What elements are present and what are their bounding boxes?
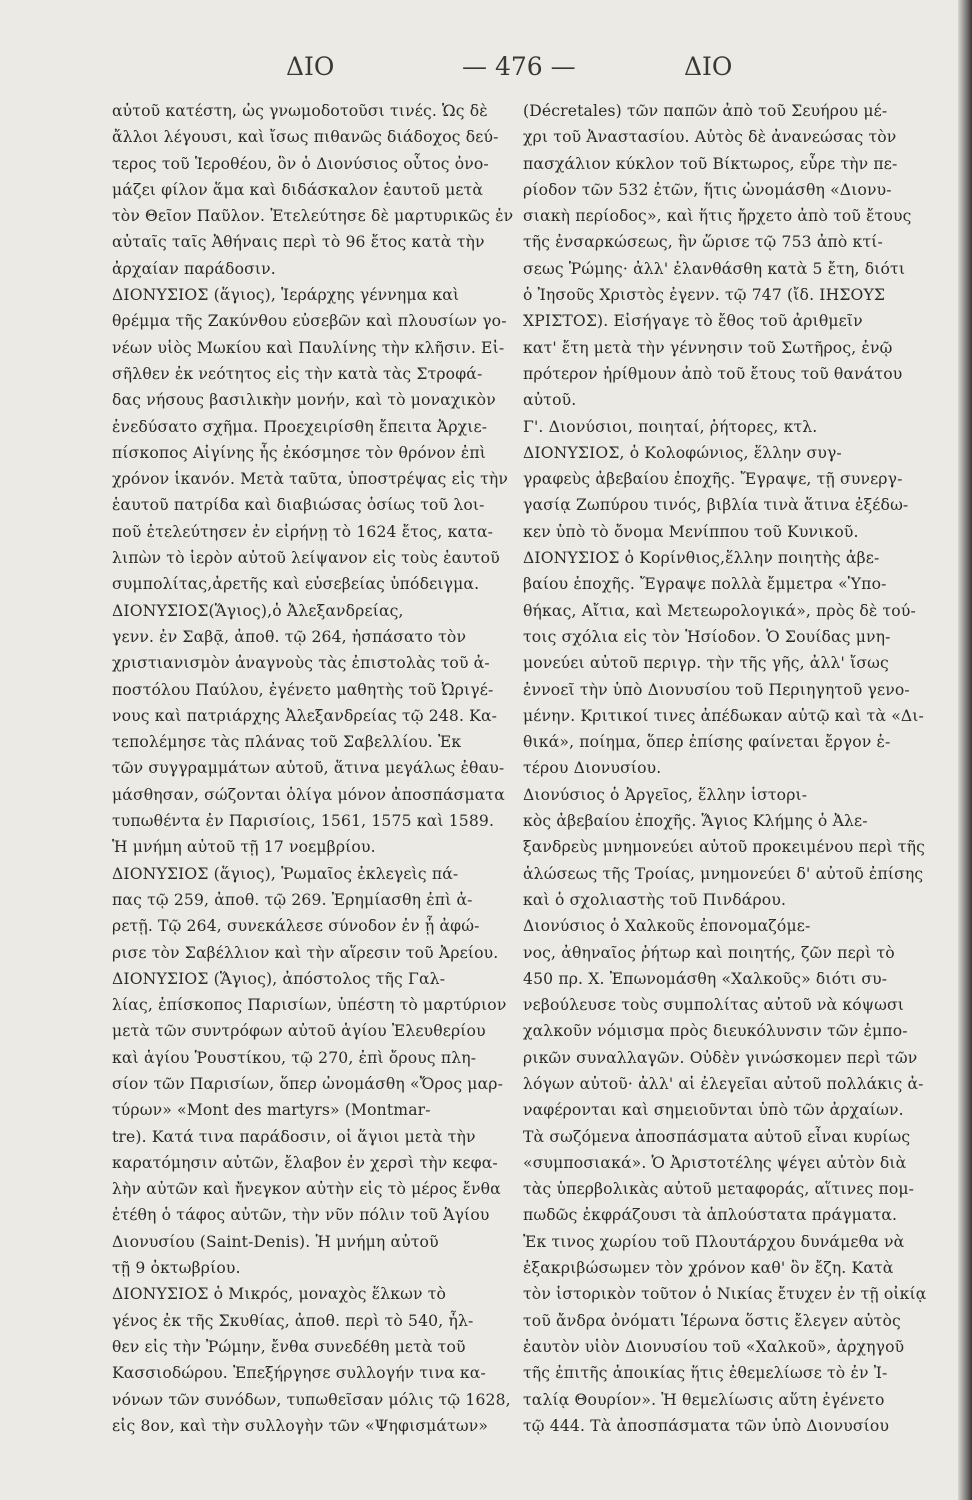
text-line: κεν ὑπὸ τὸ ὄνομα Μενίππου τοῦ Κυνικοῦ.	[523, 522, 859, 541]
right-column	[523, 98, 935, 1439]
text-line: ΧΡΙΣΤΟΣ). Εἰσήγαγε τὸ ἔθος τοῦ ἀριθμεῖν	[523, 312, 863, 331]
text-line: «συμποσιακά». Ὁ Ἀριστοτέλης ψέγει αὐτὸν διὰ	[523, 1153, 907, 1172]
text-line: Τὰ σωζόμενα ἀποσπάσματα αὐτοῦ εἶναι κυρίως	[523, 1127, 911, 1146]
text-line: ΔΙΟΝΥΣΙΟΣ (Ἅγιος), ἀπόστολος τῆς Γαλ-	[112, 969, 446, 988]
text-line: καὶ ὁ σχολιαστὴς τοῦ Πινδάρου.	[523, 890, 787, 909]
text-line: ποῦ ἐτελεύτησεν ἐν εἰρήνῃ τὸ 1624 ἔτος, κατα-	[112, 522, 494, 541]
text-line: ποστόλου Παύλου, ἐγένετο μαθητὴς τοῦ Ὠριγέ-	[112, 680, 494, 699]
text-line: νεβούλευσε τοὺς συμπολίτας αὐτοῦ νὰ κόψωσι	[523, 996, 905, 1015]
text-line: ἑαυτὸν υἱὸν Διονυσίου τοῦ «Χαλκοῦ», ἀρχηγοῦ	[523, 1337, 905, 1356]
text-line: θρέμμα τῆς Ζακύνθου εὐσεβῶν καὶ πλουσίων γο-	[112, 312, 507, 331]
text-line: θεν εἰς τὴν Ῥώμην, ἔνθα συνεδέθη μετὰ τοῦ	[112, 1337, 466, 1356]
text-line: τῆς ἐνσαρκώσεως, ἣν ὥρισε τῷ 753 ἀπὸ κτί-	[523, 233, 883, 252]
text-line: χριστιανισμὸν ἀναγνοὺς τὰς ἐπιστολὰς τοῦ ἀ-	[112, 654, 490, 673]
text-line: εἰς 8ον, καὶ τὴν συλλογὴν τῶν «Ψηφισμάτων»	[112, 1416, 489, 1435]
text-line: τὰς ὑπερβολικὰς αὐτοῦ μεταφοράς, αἵτινες πομ-	[523, 1180, 915, 1199]
text-line: ἐνεδύσατο σχῆμα. Προεχειρίσθη ἔπειτα Ἀρχιε-	[112, 417, 488, 436]
text-line: ἁλώσεως τῆς Τροίας, μνημονεύει δ' αὐτοῦ ἐπίσης	[523, 864, 924, 883]
header-right: ΔΙΟ	[684, 52, 733, 81]
page-header	[0, 52, 972, 92]
text-line: τὸν Θεῖον Παῦλον. Ἐτελεύτησε δὲ μαρτυρικῶς ἐν	[112, 207, 514, 226]
text-line: τέρου Διονυσίου.	[523, 759, 662, 778]
text-line: γασίᾳ Ζωπύρου τινός, βιβλία τινὰ ἅτινα ἐξέδω-	[523, 496, 909, 515]
text-line: μάσθησαν, σώζονται ὀλίγα μόνον ἀποσπάσματα	[112, 785, 505, 804]
text-line: γραφεὺς ἀβεβαίου ἐποχῆς. Ἔγραψε, τῇ συνεργ-	[523, 470, 903, 489]
text-line: Ἡ μνήμη αὐτοῦ τῇ 17 νοεμβρίου.	[112, 838, 376, 857]
text-line: ρισε τὸν Σαβέλλιον καὶ τὴν αἵρεσιν τοῦ Ἀρείου.	[112, 943, 499, 962]
text-line: ΔΙΟΝΥΣΙΟΣ (ἅγιος), Ἱεράρχης γέννημα καὶ	[112, 286, 460, 305]
text-line: σίον τῶν Παρισίων, ὅπερ ὠνομάσθη «Ὄρος μαρ-	[112, 1074, 504, 1093]
text-line: Ἐκ τινος χωρίου τοῦ Πλουτάρχου δυνάμεθα νὰ	[523, 1232, 905, 1251]
text-line: Διονύσιος ὁ Ἀργεῖος, ἕλλην ἱστορι-	[523, 785, 808, 804]
text-line: τυπωθέντα ἐν Παρισίοις, 1561, 1575 καὶ 1589.	[112, 812, 495, 831]
text-line: ΔΙΟΝΥΣΙΟΣ (ἅγιος), Ῥωμαῖος ἐκλεγεὶς πά-	[112, 864, 459, 883]
text-line: ΔΙΟΝΥΣΙΟΣ ὁ Μικρός, μοναχὸς ἕλκων τὸ	[112, 1285, 447, 1304]
text-line: ὁ Ἰησοῦς Χριστὸς ἐγενν. τῷ 747 (ἴδ. ΙΗΣΟΥΣ	[523, 286, 886, 305]
text-line: λὴν αὐτῶν καὶ ἤνεγκον αὐτὴν εἰς τὸ μέρος ἔνθα	[112, 1180, 501, 1199]
header-left: ΔΙΟ	[286, 52, 335, 81]
text-line: θικά», ποίημα, ὅπερ ἐπίσης φαίνεται ἔργον ἑ-	[523, 733, 891, 752]
page-binding-shadow	[958, 0, 972, 1500]
text-line: σιακὴ περίοδος», καὶ ἥτις ἤρχετο ἀπὸ τοῦ ἔτους	[523, 207, 912, 226]
text-line: κατ' ἔτη μετὰ τὴν γέννησιν τοῦ Σωτῆρος, ἐνῷ	[523, 338, 893, 357]
text-line: βαίου ἐποχῆς. Ἔγραψε πολλὰ ἔμμετρα «Ὑπο-	[523, 575, 887, 594]
text-line: χαλκοῦν νόμισμα πρὸς διευκόλυνσιν τῶν ἐμπο-	[523, 1022, 908, 1041]
text-line: ξανδρεὺς μνημονεύει αὐτοῦ προκειμένου περὶ τῆς	[523, 838, 925, 857]
text-line: τεπολέμησε τὰς πλάνας τοῦ Σαβελλίου. Ἐκ	[112, 733, 462, 752]
text-line: τῷ 444. Τὰ ἀποσπάσματα τῶν ὑπὸ Διονυσίου	[523, 1416, 890, 1435]
text-line: τοις σχόλια εἰς τὸν Ἡσίοδον. Ὁ Σουίδας μνη-	[523, 627, 891, 646]
text-line: μετὰ τῶν συντρόφων αὐτοῦ ἁγίου Ἐλευθερίου	[112, 1022, 486, 1041]
text-line: σεως Ῥώμης· ἀλλ' ἐλανθάσθη κατὰ 5 ἔτη, διότι	[523, 259, 906, 278]
text-line: τὸν ἱστορικὸν τοῦτον ὁ Νικίας ἔτυχεν ἐν τῇ οἰκίᾳ	[523, 1285, 927, 1304]
text-line: συμπολίτας,ἀρετῆς καὶ εὐσεβείας ὑπόδειγμα.	[112, 575, 480, 594]
text-line: ἐξακριβώσωμεν τὸν χρόνον καθ' ὃν ἔζη. Κατὰ	[523, 1259, 894, 1278]
text-line: ἐτέθη ὁ τάφος αὐτῶν, τὴν νῦν πόλιν τοῦ Ἁγίου	[112, 1206, 490, 1225]
text-line: ἐννοεῖ τὴν ὑπὸ Διονυσίου τοῦ Περιηγητοῦ γενο-	[523, 680, 910, 699]
text-line: αὐταῖς ταῖς Ἀθήναις περὶ τὸ 96 ἔτος κατὰ τὴν	[112, 233, 485, 252]
text-line: 450 πρ. Χ. Ἐπωνομάσθη «Χαλκοῦς» διότι συ-	[523, 969, 888, 988]
text-line: λιπὼν τὸ ἱερὸν αὐτοῦ λείψανον εἰς τοὺς ἑαυτοῦ	[112, 549, 500, 568]
page-number: — 476 —	[462, 52, 576, 81]
text-line: Κασσιοδώρου. Ἐπεξήργησε συλλογήν τινα κα-	[112, 1364, 486, 1383]
text-line: λόγων αὐτοῦ· ἀλλ' αἱ ἐλεγεῖαι αὐτοῦ πολλάκις ἀ-	[523, 1074, 924, 1093]
text-line: Διονύσιος ὁ Χαλκοῦς ἐπονομαζόμε-	[523, 917, 811, 936]
text-line: ρίοδον τῶν 532 ἐτῶν, ἥτις ὠνομάσθη «Διονυ-	[523, 180, 892, 199]
text-line: νους καὶ πατριάρχης Ἀλεξανδρείας τῷ 248. Κα-	[112, 706, 498, 725]
text-line: μάζει φίλον ἅμα καὶ διδάσκαλον ἑαυτοῦ μετὰ	[112, 180, 484, 199]
text-line: θήκας, Αἴτια, καὶ Μετεωρολογικά», πρὸς δὲ τού-	[523, 601, 916, 620]
text-line: γενν. ἐν Σαβᾷ, ἀποθ. τῷ 264, ἠσπάσατο τὸν	[112, 627, 467, 646]
text-line: πωδῶς ἐκφράζουσι τὰ ἁπλούστατα πράγματα.	[523, 1206, 898, 1225]
text-line: αὐτοῦ κατέστη, ὡς γνωμοδοτοῦσι τινές. Ὡς δὲ	[112, 102, 488, 120]
text-line: ΔΙΟΝΥΣΙΟΣ(Ἅγιος),ὁ Ἀλεξανδρείας,	[112, 601, 404, 620]
text-line: ΔΙΟΝΥΣΙΟΣ ὁ Κορίνθιος,ἕλλην ποιητὴς ἀβε-	[523, 549, 880, 568]
text-line: δας νήσους βασιλικὴν μονήν, καὶ τὸ μοναχικὸν	[112, 391, 496, 410]
text-line: αὐτοῦ.	[523, 391, 577, 410]
text-line: νόνων τῶν συνόδων, τυπωθεῖσαν μόλις τῷ 1628,	[112, 1390, 511, 1409]
text-line: (Décretales) τῶν παπῶν ἀπὸ τοῦ Σευήρου μέ-	[523, 102, 888, 120]
text-line: ναφέρονται καὶ σημειοῦνται ὑπὸ τῶν ἀρχαίων.	[523, 1101, 904, 1120]
text-line: νος, ἀθηναῖος ῥήτωρ καὶ ποιητής, ζῶν περὶ τὸ	[523, 943, 895, 962]
text-line: tre). Κατά τινα παράδοσιν, οἱ ἅγιοι μετὰ τὴν	[112, 1127, 476, 1146]
text-line: σῆλθεν ἐκ νεότητος εἰς τὴν κατὰ τὰς Στροφά-	[112, 364, 483, 383]
text-line: τερος τοῦ Ἱεροθέου, ὃν ὁ Διονύσιος οὗτος ὀνο-	[112, 154, 489, 173]
text-line: ΔΙΟΝΥΣΙΟΣ, ὁ Κολοφώνιος, ἕλλην συγ-	[523, 443, 842, 462]
left-column	[112, 98, 516, 1439]
text-line: καὶ ἁγίου Ῥουστίκου, τῷ 270, ἐπὶ ὄρους πλη-	[112, 1048, 477, 1067]
text-line: κὸς ἀβεβαίου ἐποχῆς. Ἅγιος Κλήμης ὁ Ἀλε-	[523, 812, 868, 831]
text-line: ρετῇ. Τῷ 264, συνεκάλεσε σύνοδον ἐν ᾗ ἀφώ-	[112, 917, 480, 936]
text-line: πασχάλιον κύκλον τοῦ Βίκτωρος, εὗρε τὴν πε-	[523, 154, 898, 173]
text-line: πίσκοπος Αἰγίνης ἧς ἐκόσμησε τὸν θρόνον ἐπὶ	[112, 443, 487, 462]
text-line: νέων υἱὸς Μωκίου καὶ Παυλίνης τὴν κλῆσιν. Εἰ-	[112, 338, 505, 357]
text-line: πρότερον ἠρίθμουν ἀπὸ τοῦ ἔτους τοῦ θανάτου	[523, 364, 903, 383]
text-line: τύρων» «Mont des martyrs» (Montmar-	[112, 1101, 431, 1120]
text-line: χρόνον ἱκανόν. Μετὰ ταῦτα, ὑποστρέψας εἰς τὴν	[112, 470, 508, 489]
text-line: Γ'. Διονύσιοι, ποιηταί, ῥήτορες, κτλ.	[523, 417, 818, 436]
text-line: ἄλλοι λέγουσι, καὶ ἴσως πιθανῶς διάδοχος δεύ-	[112, 128, 499, 147]
text-line: μονεύει αὐτοῦ περιγρ. τὴν τῆς γῆς, ἀλλ' ἴσως	[523, 654, 889, 673]
text-line: γένος ἐκ τῆς Σκυθίας, ἀποθ. περὶ τὸ 540, ἦλ-	[112, 1311, 474, 1330]
text-line: Διονυσίου (Saint-Denis). Ἡ μνήμη αὐτοῦ	[112, 1232, 439, 1251]
text-line: ἑαυτοῦ πατρίδα καὶ διαβιώσας ὁσίως τοῦ λοι-	[112, 496, 485, 515]
text-line: τῶν συγγραμμάτων αὐτοῦ, ἅτινα μεγάλως ἐθαυ-	[112, 759, 505, 778]
text-line: πας τῷ 259, ἀποθ. τῷ 269. Ἐρημίασθη ἐπὶ ἀ-	[112, 890, 473, 909]
text-line: τῇ 9 ὀκτωβρίου.	[112, 1259, 241, 1278]
text-line: μένην. Κριτικοί τινες ἀπέδωκαν αὐτῷ καὶ τὰ «Δι-	[523, 706, 924, 725]
text-line: καρατόμησιν αὐτῶν, ἔλαβον ἐν χερσὶ τὴν κεφα-	[112, 1153, 498, 1172]
text-line: χρι τοῦ Ἀναστασίου. Αὐτὸς δὲ ἀνανεώσας τὸν	[523, 128, 897, 147]
text-line: λίας, ἐπίσκοπος Παρισίων, ὑπέστη τὸ μαρτύριον	[112, 996, 507, 1015]
text-line: τοῦ ἄνδρα ὀνόματι Ἱέρωνα ὅστις ἔλεγεν αὐτὸς	[523, 1311, 901, 1330]
text-line: ἀρχαίαν παράδοσιν.	[112, 259, 276, 278]
text-line: ρικῶν συναλλαγῶν. Οὐδὲν γινώσκομεν περὶ τῶν	[523, 1048, 918, 1067]
text-line: ταλίᾳ Θουρίον». Ἡ θεμελίωσις αὕτη ἐγένετο	[523, 1390, 885, 1409]
text-line: τῆς ἐπιτῆς ἀποικίας ἥτις ἐθεμελίωσε τὸ ἐν Ἰ-	[523, 1364, 888, 1383]
